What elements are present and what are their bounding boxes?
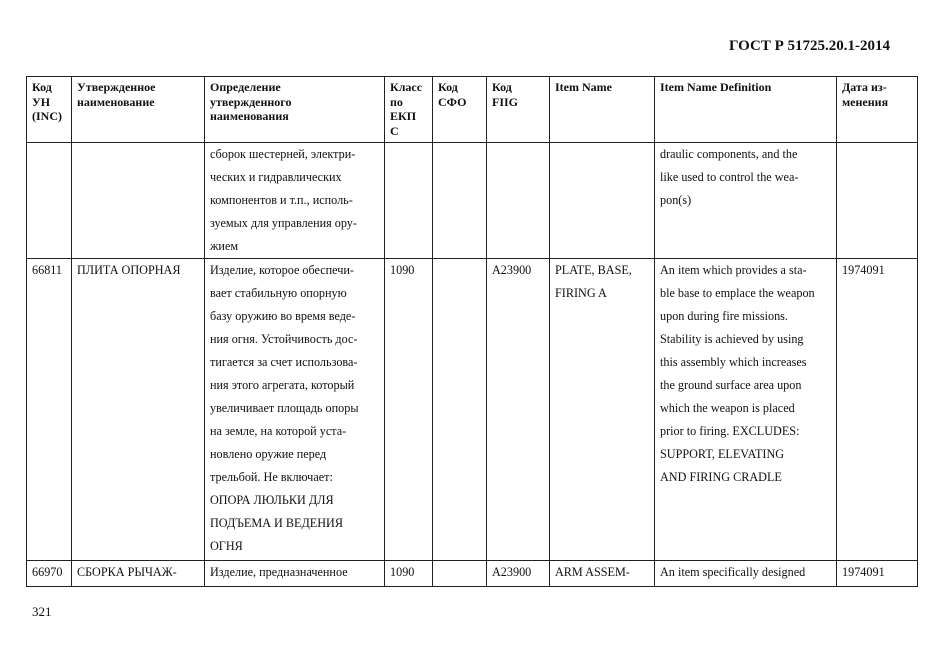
cell-class: 1090	[385, 561, 433, 587]
table-row	[27, 259, 918, 561]
column-header-fiig: Код FIIG	[487, 77, 550, 143]
cell-name-definition: сборок шестерней, электри- ческих и гидравлических компонентов и т.п., исполь- зуемых для управления ору- жием	[205, 143, 385, 259]
cell-approved-name: СБОРКА РЫЧАЖ-	[72, 561, 205, 587]
nomenclature-table	[26, 76, 918, 587]
cell-item-name-definition: An item which provides a sta- ble base to emplace the weapon upon during fire missions. Stability is achieved by using this assembly which increases the ground surface area upon which the weapon is placed prior to firing. EXCLUDES: SUPPORT, ELEVATING AND FIRING CRADLE	[655, 259, 837, 561]
column-header-change-date: Дата из- менения	[837, 77, 918, 143]
cell-item-name-definition: An item specifically designed	[655, 561, 837, 587]
column-header-item-name: Item Name	[550, 77, 655, 143]
cell-fiig: A23900	[487, 259, 550, 561]
cell-inc: 66970	[27, 561, 72, 587]
cell-approved-name	[72, 143, 205, 259]
column-header-class: Класс по ЕКП С	[385, 77, 433, 143]
cell-class: 1090	[385, 259, 433, 561]
table-header-row	[27, 77, 918, 143]
table-row	[27, 143, 918, 259]
cell-change-date: 1974091	[837, 259, 918, 561]
cell-sfo	[433, 259, 487, 561]
cell-name-definition: Изделие, предназначенное	[205, 561, 385, 587]
cell-item-name: ARM ASSEM-	[550, 561, 655, 587]
cell-change-date: 1974091	[837, 561, 918, 587]
cell-class	[385, 143, 433, 259]
cell-change-date	[837, 143, 918, 259]
cell-inc	[27, 143, 72, 259]
cell-fiig	[487, 143, 550, 259]
column-header-name-definition: Определение утвержденного наименования	[205, 77, 385, 143]
cell-item-name: PLATE, BASE, FIRING A	[550, 259, 655, 561]
column-header-inc: Код УН (INC)	[27, 77, 72, 143]
cell-sfo	[433, 143, 487, 259]
cell-fiig: A23900	[487, 561, 550, 587]
column-header-sfo: Код СФО	[433, 77, 487, 143]
cell-name-definition: Изделие, которое обеспечи- вает стабильную опорную базу оружию во время веде- ния огня. Устойчивость дос- тигается за счет использова- ния этого агрегата, который увеличивает площадь опоры на земле, на которой уста- новлено оружие перед трельбой. Не включает: ОПОРА ЛЮЛЬКИ ДЛЯ ПОДЪЕМА И ВЕДЕНИЯ ОГНЯ	[205, 259, 385, 561]
document-standard-header: ГОСТ Р 51725.20.1-2014	[728, 38, 890, 54]
cell-sfo	[433, 561, 487, 587]
page-number: 321	[32, 604, 52, 619]
column-header-approved-name: Утвержденное наименование	[72, 77, 205, 143]
cell-approved-name: ПЛИТА ОПОРНАЯ	[72, 259, 205, 561]
cell-item-name	[550, 143, 655, 259]
table-row	[27, 561, 918, 587]
cell-inc: 66811	[27, 259, 72, 561]
cell-item-name-definition: draulic components, and the like used to control the wea- pon(s)	[655, 143, 837, 259]
column-header-item-name-definition: Item Name Definition	[655, 77, 837, 143]
